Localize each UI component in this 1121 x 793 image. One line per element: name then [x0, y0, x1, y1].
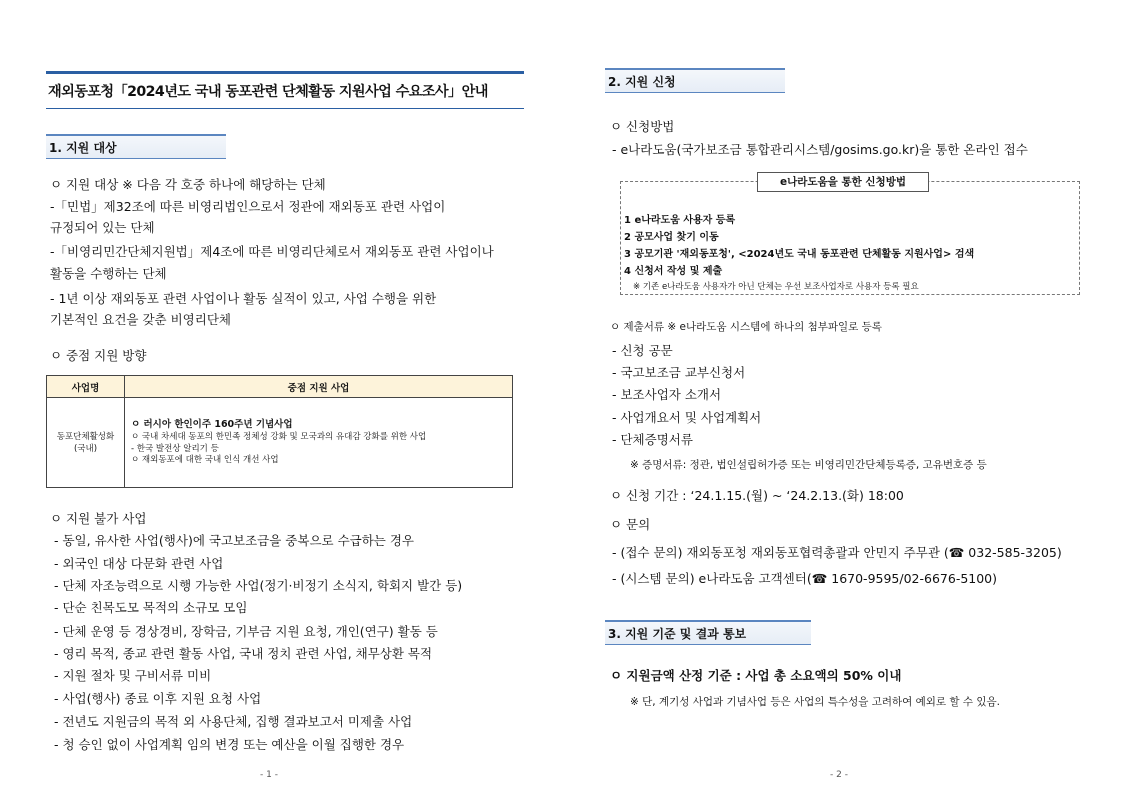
docs-line: - 신청 공문 — [612, 343, 673, 358]
inquiry-line: - (시스템 문의) e나라도움 고객센터(☎ 1670-9595/02-6676-5100) — [612, 571, 998, 586]
application-period: ㅇ 신청 기간 : ‘24.1.15.(월) ~ ‘24.2.13.(화) 18:00 — [610, 488, 904, 503]
docs-note: ※ 증명서류: 정관, 법인설립허가증 또는 비영리민간단체등록증, 고유번호증 등 — [630, 459, 987, 471]
application-step: 3 공모기관 '재외동포청', <2024년도 국내 동포관련 단체활동 지원사업> 검색 — [624, 249, 975, 260]
project-name-line: (국내) — [73, 443, 98, 454]
table-cell-project-name — [47, 398, 125, 488]
target-line: 기본적인 요건을 갖춘 비영리단체 — [50, 312, 231, 327]
table-cell-focus-items — [125, 398, 513, 488]
exclude-line: - 단체 운영 등 경상경비, 장학금, 기부금 지원 요청, 개인(연구) 활동 등 — [54, 624, 438, 639]
application-note: ※ 기존 e나라도움 사용자가 아닌 단체는 우선 보조사업자로 사용자 등록 필요 — [633, 282, 919, 292]
application-step: 1 e나라도움 사용자 등록 — [624, 215, 736, 226]
docs-line: - 단체증명서류 — [612, 432, 693, 447]
application-steps-title: e나라도움을 통한 신청방법 — [757, 172, 929, 192]
exclude-line: - 단체 자조능력으로 시행 가능한 사업(정기·비정기 소식지, 학회지 발간 등) — [54, 578, 463, 593]
target-line: ㅇ 지원 대상 ※ 다음 각 호중 하나에 해당하는 단체 — [50, 177, 326, 192]
table-row — [47, 398, 513, 488]
exclude-line: - 영리 목적, 종교 관련 활동 사업, 국내 정치 관련 사업, 채무상환 목적 — [54, 646, 433, 661]
exclude-line: - 단순 친목도모 목적의 소규모 모임 — [54, 600, 248, 615]
table-header-row — [47, 376, 513, 398]
exclude-line: - 동일, 유사한 사업(행사)에 국고보조금을 중복으로 수급하는 경우 — [54, 533, 415, 548]
method-line: - e나라도움(국가보조금 통합관리시스템/gosims.go.kr)을 통한 온라인 접수 — [612, 142, 1028, 157]
focus-item-bold: ㅇ 러시아 한인이주 160주년 기념사업 — [131, 418, 293, 430]
target-line: -「민법」제32조에 따른 비영리법인으로서 정관에 재외동포 관련 사업이 — [50, 199, 446, 214]
focus-support-table — [46, 375, 513, 488]
docs-line: - 국고보조금 교부신청서 — [612, 365, 746, 380]
focus-heading: ㅇ 중점 지원 방향 — [50, 348, 147, 363]
criteria-note: ※ 단, 계기성 사업과 기념사업 등은 사업의 특수성을 고려하여 예외로 할 수 있음. — [630, 696, 1000, 708]
exclude-line: - 지원 절차 및 구비서류 미비 — [54, 668, 212, 683]
focus-item: - 한국 발전상 알리기 등 — [131, 443, 219, 454]
exclude-heading: ㅇ 지원 불가 사업 — [50, 511, 147, 526]
docs-line: - 보조사업자 소개서 — [612, 387, 722, 402]
docs-heading: ㅇ 제출서류 ※ e나라도움 시스템에 하나의 첨부파일로 등록 — [610, 321, 882, 333]
section-3-heading: 3. 지원 기준 및 결과 통보 — [605, 620, 811, 645]
section-1-heading: 1. 지원 대상 — [46, 134, 226, 159]
inquiry-line: - (접수 문의) 재외동포청 재외동포협력총괄과 안민지 주무관 (☎ 032-585-3205) — [612, 545, 1062, 560]
exclude-line: - 청 승인 없이 사업계획 임의 변경 또는 예산을 이월 집행한 경우 — [54, 737, 405, 752]
inquiry-heading: ㅇ 문의 — [610, 517, 651, 532]
table-header-project: 사업명 — [47, 376, 125, 398]
application-step: 2 공모사업 찾기 이동 — [624, 232, 719, 243]
target-line: 규정되어 있는 단체 — [50, 220, 155, 235]
focus-item: ㅇ 국내 차세대 동포의 한민족 정체성 강화 및 모국과의 유대감 강화를 위한 사업 — [131, 432, 427, 442]
page-1 — [0, 0, 560, 793]
criteria-line: ㅇ 지원금액 산정 기준 : 사업 총 소요액의 50% 이내 — [610, 668, 902, 683]
exclude-line: - 전년도 지원금의 목적 외 사용단체, 집행 결과보고서 미제출 사업 — [54, 714, 413, 729]
page-number: - 1 - — [260, 770, 278, 780]
application-step: 4 신청서 작성 및 제출 — [624, 266, 723, 277]
target-line: 활동을 수행하는 단체 — [50, 266, 167, 281]
exclude-line: - 외국인 대상 다문화 관련 사업 — [54, 556, 224, 571]
exclude-line: - 사업(행사) 종료 이후 지원 요청 사업 — [54, 691, 262, 706]
page-number: - 2 - — [830, 770, 848, 780]
method-heading: ㅇ 신청방법 — [610, 119, 675, 134]
target-line: - 1년 이상 재외동포 관련 사업이나 활동 실적이 있고, 사업 수행을 위한 — [50, 291, 437, 306]
docs-line: - 사업개요서 및 사업계획서 — [612, 410, 762, 425]
document-title: 재외동포청「2024년도 국내 동포관련 단체활동 지원사업 수요조사」안내 — [46, 71, 524, 109]
target-line: -「비영리민간단체지원법」제4조에 따른 비영리단체로서 재외동포 관련 사업이나 — [50, 244, 494, 259]
section-2-heading: 2. 지원 신청 — [605, 68, 785, 93]
focus-item: ㅇ 재외동포에 대한 국내 인식 개선 사업 — [131, 455, 279, 465]
table-header-focus: 중점 지원 사업 — [125, 376, 513, 398]
project-name-line: 동포단체활성화 — [56, 431, 115, 442]
